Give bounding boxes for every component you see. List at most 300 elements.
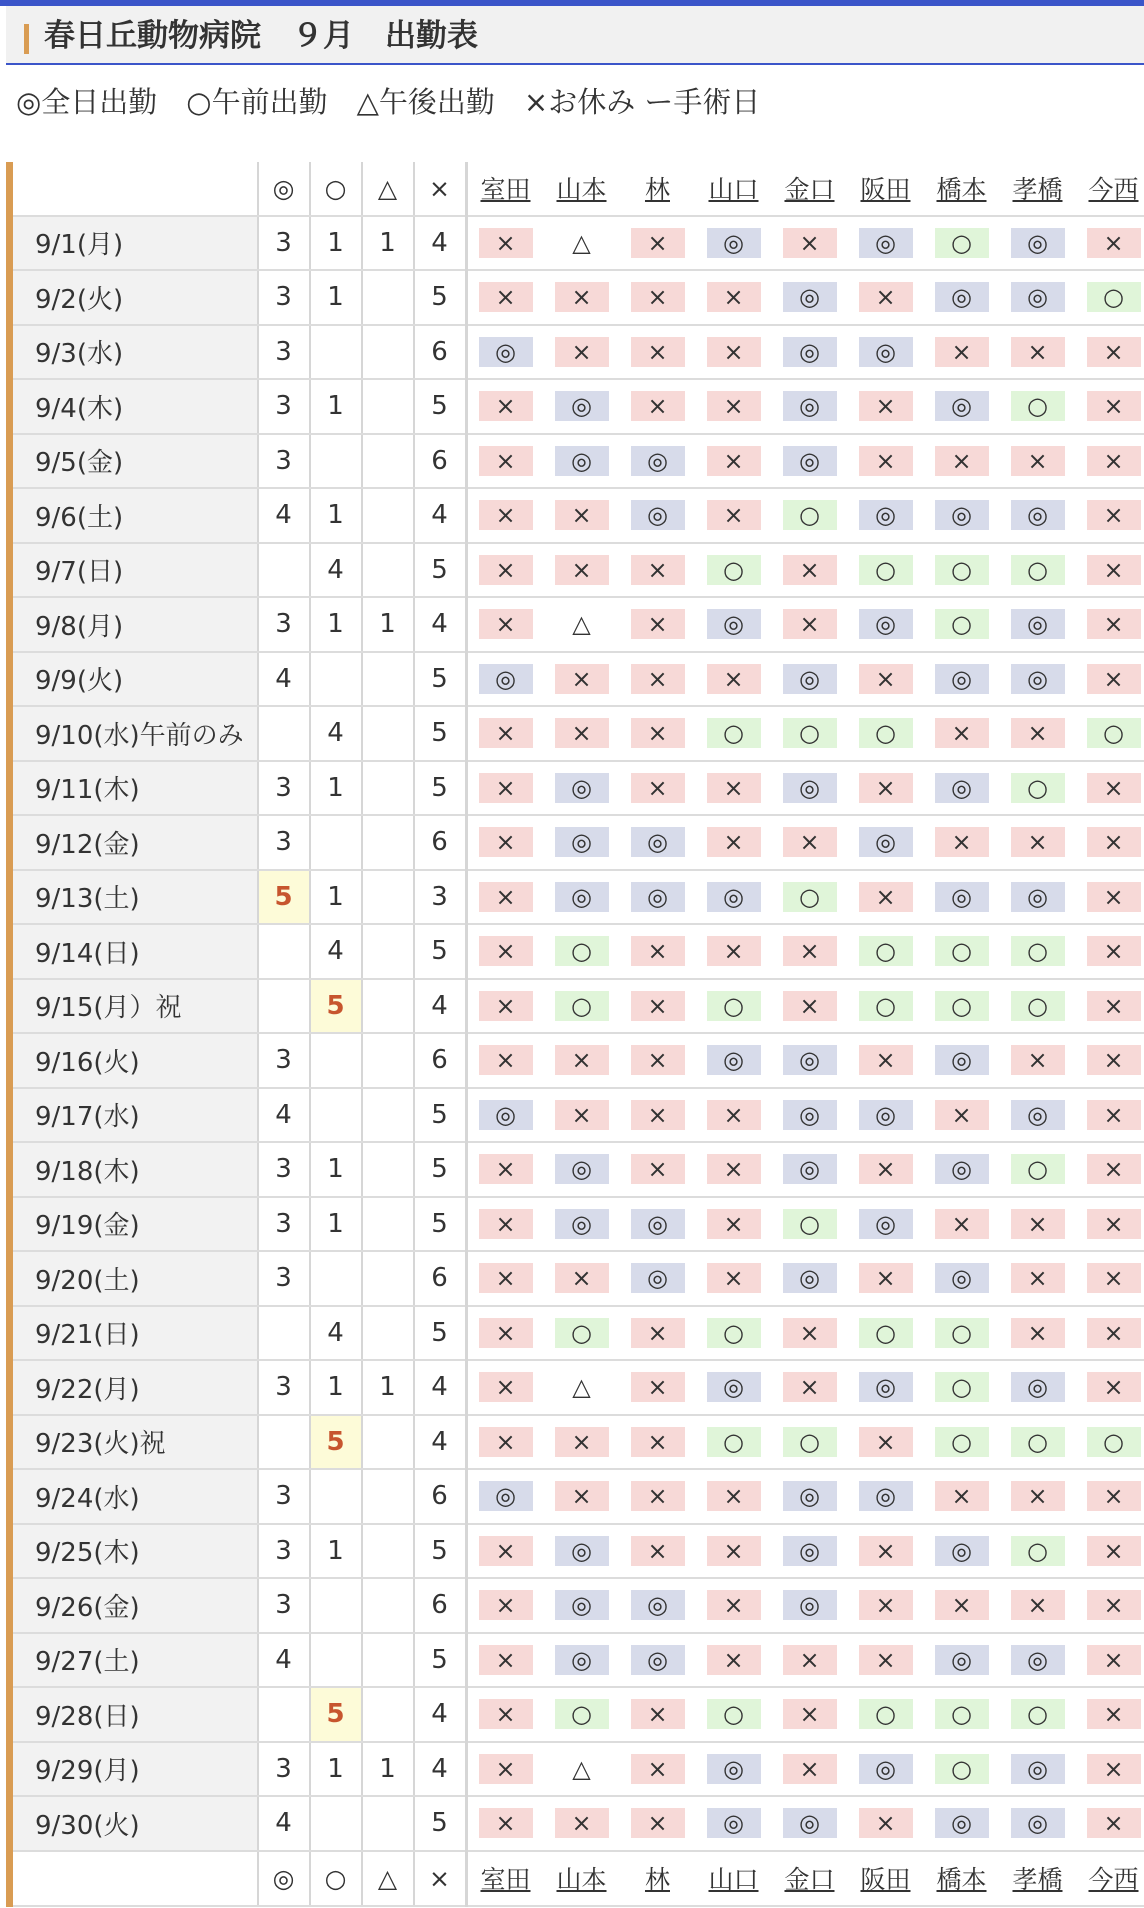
status-mark: × xyxy=(935,827,989,857)
status-mark: × xyxy=(707,1154,761,1184)
member-cell xyxy=(772,1742,848,1797)
status-mark: × xyxy=(479,1154,533,1184)
status-mark: × xyxy=(1087,882,1141,912)
status-mark: × xyxy=(783,1372,837,1402)
status-mark: ◎ xyxy=(1011,228,1065,258)
member-link-6[interactable]: 橋本 xyxy=(936,175,987,205)
status-mark: ◎ xyxy=(631,827,685,857)
member-cell xyxy=(544,1251,620,1306)
member-cell xyxy=(848,1142,924,1197)
member-link-0[interactable]: 室田 xyxy=(480,1865,531,1895)
status-mark: ◎ xyxy=(935,1263,989,1293)
status-mark: × xyxy=(783,609,837,639)
bottom-header-corner xyxy=(10,1852,258,1906)
status-mark: ◎ xyxy=(935,500,989,530)
status-mark: ○ xyxy=(707,991,761,1021)
table-row xyxy=(10,1197,1144,1252)
count-pm-cell xyxy=(362,1578,414,1633)
status-mark: × xyxy=(631,991,685,1021)
status-mark: ○ xyxy=(1011,391,1065,421)
date-cell: 9/26(金) xyxy=(10,1578,258,1633)
member-cell xyxy=(544,1088,620,1143)
status-mark: ○ xyxy=(1011,1427,1065,1457)
count-pm-cell xyxy=(362,1796,414,1851)
member-link-4[interactable]: 金口 xyxy=(784,1865,835,1895)
member-cell xyxy=(544,1524,620,1579)
status-mark: × xyxy=(783,1318,837,1348)
member-cell xyxy=(544,1033,620,1088)
member-link-1[interactable]: 山本 xyxy=(556,1865,607,1895)
count-pm-cell: 1 xyxy=(362,1742,414,1797)
member-cell xyxy=(620,488,696,543)
status-mark: × xyxy=(859,1536,913,1566)
member-link-5[interactable]: 阪田 xyxy=(860,175,911,205)
member-link-3[interactable]: 山口 xyxy=(708,1865,759,1895)
status-mark: × xyxy=(555,1100,609,1130)
status-mark: ○ xyxy=(1011,936,1065,966)
status-mark: ◎ xyxy=(783,1536,837,1566)
member-cell xyxy=(924,488,1000,543)
member-cell xyxy=(696,1524,772,1579)
status-mark: × xyxy=(555,1481,609,1511)
status-mark: ◎ xyxy=(935,882,989,912)
status-mark: × xyxy=(631,1318,685,1348)
status-mark: × xyxy=(1011,337,1065,367)
member-cell xyxy=(466,979,544,1034)
count-full-cell: 3 xyxy=(258,597,310,652)
status-mark: ◎ xyxy=(935,1808,989,1838)
table-row xyxy=(10,870,1144,925)
count-off-cell: 5 xyxy=(414,270,467,325)
status-mark: × xyxy=(783,228,837,258)
status-mark: ○ xyxy=(783,1427,837,1457)
member-cell xyxy=(848,870,924,925)
member-cell xyxy=(1076,1251,1144,1306)
status-mark: ◎ xyxy=(783,337,837,367)
status-mark: ○ xyxy=(935,991,989,1021)
member-cell xyxy=(924,1415,1000,1470)
count-full-cell: 3 xyxy=(258,761,310,816)
status-mark: ◎ xyxy=(935,282,989,312)
status-mark: × xyxy=(479,1754,533,1784)
status-mark: ○ xyxy=(935,228,989,258)
status-mark: × xyxy=(707,446,761,476)
status-mark: × xyxy=(707,391,761,421)
count-off-cell: 4 xyxy=(414,597,467,652)
status-mark: ○ xyxy=(783,882,837,912)
status-mark: ◎ xyxy=(479,337,533,367)
status-mark: ◎ xyxy=(631,500,685,530)
count-am-cell: 4 xyxy=(310,706,362,761)
count-full-cell xyxy=(258,1687,310,1742)
member-cell xyxy=(1000,1306,1076,1361)
member-cell xyxy=(620,706,696,761)
status-mark: × xyxy=(479,555,533,585)
status-mark: ◎ xyxy=(479,1100,533,1130)
status-mark: × xyxy=(1011,1590,1065,1620)
status-mark: ◎ xyxy=(783,664,837,694)
member-cell xyxy=(620,1142,696,1197)
member-link-6[interactable]: 橋本 xyxy=(936,1865,987,1895)
bottom-member-header-4 xyxy=(772,1852,848,1906)
count-am-cell: 1 xyxy=(310,488,362,543)
count-am-cell xyxy=(310,1796,362,1851)
member-cell xyxy=(848,1633,924,1688)
status-mark: × xyxy=(1087,555,1141,585)
status-mark: × xyxy=(859,391,913,421)
member-cell xyxy=(924,870,1000,925)
member-cell xyxy=(924,815,1000,870)
member-cell xyxy=(848,270,924,325)
date-cell: 9/2(火) xyxy=(10,270,258,325)
count-pm-cell xyxy=(362,1633,414,1688)
bottom-member-header-7 xyxy=(1000,1852,1076,1906)
status-mark: × xyxy=(555,555,609,585)
member-link-3[interactable]: 山口 xyxy=(708,175,759,205)
member-cell xyxy=(1076,1142,1144,1197)
member-cell xyxy=(924,1633,1000,1688)
count-full-cell: 3 xyxy=(258,1360,310,1415)
member-cell xyxy=(1076,270,1144,325)
count-am-cell: 5 xyxy=(310,1687,362,1742)
member-cell xyxy=(620,543,696,598)
member-cell xyxy=(544,543,620,598)
count-off-cell: 4 xyxy=(414,216,467,271)
member-cell xyxy=(696,870,772,925)
member-cell xyxy=(772,761,848,816)
member-cell xyxy=(848,1197,924,1252)
status-mark: × xyxy=(631,228,685,258)
member-cell xyxy=(1076,761,1144,816)
bottom-member-header-8 xyxy=(1076,1852,1144,1906)
bottom-header-row xyxy=(10,1852,1144,1906)
member-cell xyxy=(772,488,848,543)
member-cell xyxy=(848,652,924,707)
member-cell xyxy=(544,1742,620,1797)
member-cell xyxy=(466,1088,544,1143)
count-full-cell: 3 xyxy=(258,1142,310,1197)
member-cell xyxy=(1000,379,1076,434)
count-am-cell: 1 xyxy=(310,1742,362,1797)
status-mark: × xyxy=(479,1590,533,1620)
status-mark: × xyxy=(555,282,609,312)
status-mark: ◎ xyxy=(859,1100,913,1130)
member-cell xyxy=(466,1197,544,1252)
member-link-1[interactable]: 山本 xyxy=(556,175,607,205)
count-off-cell: 5 xyxy=(414,379,467,434)
member-cell xyxy=(544,1796,620,1851)
member-cell xyxy=(848,1360,924,1415)
status-mark: × xyxy=(479,1427,533,1457)
status-mark: × xyxy=(479,882,533,912)
status-mark: ○ xyxy=(707,1699,761,1729)
member-cell xyxy=(924,325,1000,380)
status-mark: ○ xyxy=(555,991,609,1021)
title-marker xyxy=(24,24,29,54)
member-cell xyxy=(1076,1469,1144,1524)
member-cell xyxy=(924,1687,1000,1742)
member-cell xyxy=(924,979,1000,1034)
count-pm-cell xyxy=(362,1251,414,1306)
count-full-cell: 3 xyxy=(258,1197,310,1252)
date-cell: 9/18(木) xyxy=(10,1142,258,1197)
table-row xyxy=(10,216,1144,271)
status-mark: × xyxy=(479,718,533,748)
member-cell xyxy=(466,1306,544,1361)
member-cell xyxy=(1000,979,1076,1034)
status-mark: × xyxy=(707,337,761,367)
top-member-header-0 xyxy=(466,162,544,216)
status-mark: ○ xyxy=(1087,1427,1141,1457)
member-cell xyxy=(848,1033,924,1088)
member-link-7[interactable]: 孝橋 xyxy=(1012,1865,1063,1895)
status-mark: × xyxy=(783,1645,837,1675)
member-cell xyxy=(1076,379,1144,434)
member-cell xyxy=(772,434,848,489)
status-mark: ◎ xyxy=(859,1209,913,1239)
status-mark: × xyxy=(631,1481,685,1511)
status-mark: × xyxy=(1087,1481,1141,1511)
member-cell xyxy=(1000,924,1076,979)
table-row xyxy=(10,815,1144,870)
status-mark: × xyxy=(479,827,533,857)
status-mark: ○ xyxy=(935,1427,989,1457)
count-pm-cell xyxy=(362,1306,414,1361)
status-mark: ◎ xyxy=(479,1481,533,1511)
count-full-cell: 4 xyxy=(258,488,310,543)
member-cell xyxy=(772,652,848,707)
count-pm-cell xyxy=(362,870,414,925)
count-am-cell: 1 xyxy=(310,270,362,325)
status-mark: ◎ xyxy=(631,1209,685,1239)
table-row xyxy=(10,379,1144,434)
status-mark: × xyxy=(631,718,685,748)
status-mark: ○ xyxy=(1011,773,1065,803)
count-off-cell: 6 xyxy=(414,1033,467,1088)
member-link-2[interactable]: 林 xyxy=(644,1865,670,1895)
count-am-cell: 4 xyxy=(310,1306,362,1361)
member-cell xyxy=(848,761,924,816)
status-mark: × xyxy=(631,664,685,694)
member-cell xyxy=(620,1197,696,1252)
status-mark: ◎ xyxy=(707,1808,761,1838)
member-cell xyxy=(1076,1033,1144,1088)
member-cell xyxy=(696,488,772,543)
member-cell xyxy=(696,1469,772,1524)
table-row xyxy=(10,924,1144,979)
count-full-cell: 3 xyxy=(258,1033,310,1088)
member-cell xyxy=(1076,979,1144,1034)
bottom-count-header-0: ◎ xyxy=(258,1852,310,1906)
status-mark: ◎ xyxy=(935,1645,989,1675)
status-mark: ◎ xyxy=(555,882,609,912)
date-cell: 9/22(月) xyxy=(10,1360,258,1415)
status-mark: × xyxy=(479,936,533,966)
member-cell xyxy=(848,979,924,1034)
status-mark: ◎ xyxy=(631,1645,685,1675)
table-row xyxy=(10,1742,1144,1797)
status-mark: × xyxy=(707,773,761,803)
status-mark: ◎ xyxy=(859,228,913,258)
status-mark: × xyxy=(859,1645,913,1675)
status-mark: ○ xyxy=(859,991,913,1021)
member-link-7[interactable]: 孝橋 xyxy=(1012,175,1063,205)
count-am-cell xyxy=(310,1033,362,1088)
status-mark: × xyxy=(631,282,685,312)
date-cell: 9/12(金) xyxy=(10,815,258,870)
status-mark: △ xyxy=(572,1373,591,1402)
count-full-cell: 3 xyxy=(258,1742,310,1797)
member-cell xyxy=(466,434,544,489)
count-off-cell: 4 xyxy=(414,979,467,1034)
member-link-8[interactable]: 今西 xyxy=(1088,175,1139,205)
count-pm-cell xyxy=(362,1524,414,1579)
member-cell xyxy=(620,1796,696,1851)
status-mark: ◎ xyxy=(783,773,837,803)
count-am-cell xyxy=(310,1088,362,1143)
member-cell xyxy=(924,270,1000,325)
count-full-cell: 3 xyxy=(258,1469,310,1524)
member-cell xyxy=(544,325,620,380)
member-cell xyxy=(466,597,544,652)
member-cell xyxy=(696,1142,772,1197)
count-off-cell: 4 xyxy=(414,1415,467,1470)
member-cell xyxy=(696,1415,772,1470)
count-full-cell: 3 xyxy=(258,325,310,380)
member-cell xyxy=(924,706,1000,761)
count-am-cell: 1 xyxy=(310,1360,362,1415)
status-mark: ○ xyxy=(1087,282,1141,312)
member-cell xyxy=(696,325,772,380)
table-row xyxy=(10,325,1144,380)
status-mark: ◎ xyxy=(555,1590,609,1620)
status-mark: × xyxy=(555,1808,609,1838)
status-mark: ◎ xyxy=(935,1536,989,1566)
status-mark: × xyxy=(1087,1645,1141,1675)
date-cell: 9/9(火) xyxy=(10,652,258,707)
member-cell xyxy=(848,1251,924,1306)
top-member-header-3 xyxy=(696,162,772,216)
status-mark: ◎ xyxy=(1011,1372,1065,1402)
status-mark: ◎ xyxy=(935,1045,989,1075)
status-mark: × xyxy=(555,337,609,367)
status-mark: × xyxy=(631,1699,685,1729)
status-mark: × xyxy=(631,1536,685,1566)
member-link-5[interactable]: 阪田 xyxy=(860,1865,911,1895)
member-cell xyxy=(1000,1524,1076,1579)
bottom-member-header-1 xyxy=(544,1852,620,1906)
member-cell xyxy=(696,1306,772,1361)
member-cell xyxy=(772,1578,848,1633)
status-mark: × xyxy=(783,827,837,857)
status-mark: × xyxy=(1011,1209,1065,1239)
status-mark: ◎ xyxy=(555,827,609,857)
status-mark: ○ xyxy=(859,718,913,748)
status-mark: ○ xyxy=(1011,555,1065,585)
count-off-cell: 5 xyxy=(414,1142,467,1197)
count-full-cell xyxy=(258,1306,310,1361)
status-mark: × xyxy=(555,1427,609,1457)
status-mark: ○ xyxy=(1011,1699,1065,1729)
status-mark: × xyxy=(1087,1808,1141,1838)
count-off-cell: 5 xyxy=(414,706,467,761)
bottom-member-header-5 xyxy=(848,1852,924,1906)
status-mark: × xyxy=(479,228,533,258)
member-cell xyxy=(620,1306,696,1361)
table-row xyxy=(10,488,1144,543)
count-am-cell: 1 xyxy=(310,761,362,816)
count-off-cell: 5 xyxy=(414,1306,467,1361)
count-am-cell: 5 xyxy=(310,979,362,1034)
member-cell xyxy=(1076,652,1144,707)
count-off-cell: 5 xyxy=(414,652,467,707)
member-cell xyxy=(924,216,1000,271)
member-cell xyxy=(696,270,772,325)
count-full-cell: 3 xyxy=(258,216,310,271)
count-off-cell: 5 xyxy=(414,924,467,979)
status-mark: ◎ xyxy=(707,609,761,639)
status-mark: ○ xyxy=(935,1372,989,1402)
date-cell: 9/6(土) xyxy=(10,488,258,543)
status-mark: × xyxy=(1087,1372,1141,1402)
member-cell xyxy=(696,1633,772,1688)
member-cell xyxy=(924,924,1000,979)
member-cell xyxy=(772,1306,848,1361)
member-link-4[interactable]: 金口 xyxy=(784,175,835,205)
count-pm-cell xyxy=(362,924,414,979)
top-count-header-3: × xyxy=(414,162,467,216)
status-mark: ○ xyxy=(935,936,989,966)
member-cell xyxy=(924,1469,1000,1524)
member-cell xyxy=(1000,1197,1076,1252)
count-off-cell: 4 xyxy=(414,1360,467,1415)
status-mark: ◎ xyxy=(859,1481,913,1511)
count-full-cell xyxy=(258,1415,310,1470)
status-mark: ○ xyxy=(1011,991,1065,1021)
table-row xyxy=(10,434,1144,489)
table-row xyxy=(10,979,1144,1034)
count-am-cell: 4 xyxy=(310,543,362,598)
member-cell xyxy=(1000,1469,1076,1524)
status-mark: ◎ xyxy=(631,882,685,912)
member-cell xyxy=(544,815,620,870)
status-mark: ◎ xyxy=(783,1263,837,1293)
member-cell xyxy=(544,870,620,925)
member-cell xyxy=(772,979,848,1034)
status-mark: × xyxy=(859,1154,913,1184)
member-link-0[interactable]: 室田 xyxy=(480,175,531,205)
member-cell xyxy=(1076,216,1144,271)
count-am-cell: 1 xyxy=(310,379,362,434)
member-cell xyxy=(544,1306,620,1361)
status-mark: × xyxy=(859,446,913,476)
count-am-cell: 1 xyxy=(310,870,362,925)
status-mark: × xyxy=(1087,936,1141,966)
date-cell: 9/1(月) xyxy=(10,216,258,271)
member-link-2[interactable]: 林 xyxy=(644,175,670,205)
member-cell xyxy=(848,1687,924,1742)
status-mark: × xyxy=(707,1263,761,1293)
count-off-cell: 5 xyxy=(414,1796,467,1851)
date-cell: 9/8(月) xyxy=(10,597,258,652)
member-link-8[interactable]: 今西 xyxy=(1088,1865,1139,1895)
member-cell xyxy=(848,1578,924,1633)
member-cell xyxy=(466,488,544,543)
member-cell xyxy=(1000,870,1076,925)
status-mark: ○ xyxy=(1011,1536,1065,1566)
status-mark: × xyxy=(631,609,685,639)
status-mark: ◎ xyxy=(707,1045,761,1075)
